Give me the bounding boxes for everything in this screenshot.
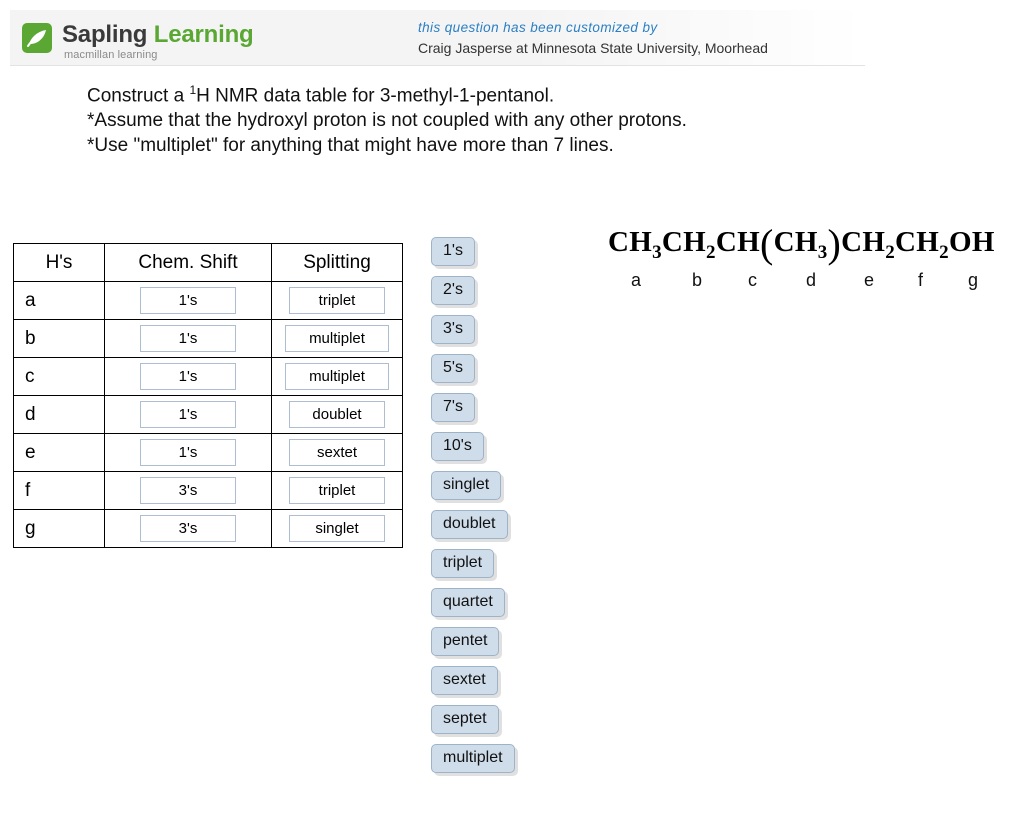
token-septet[interactable]: septet: [431, 705, 499, 734]
placed-token-shift-f[interactable]: 3's: [140, 477, 236, 504]
row-label-c: c: [14, 358, 105, 396]
table-row: [14, 320, 403, 358]
token-palette: [431, 237, 515, 783]
formula-group-5: $CH_2$: [841, 226, 896, 263]
question-prompt: [87, 78, 687, 158]
row-label-f: f: [14, 472, 105, 510]
app-header: [10, 10, 865, 66]
table-row: [14, 282, 403, 320]
prompt-line-1-post: H NMR data table for 3-methyl-1-pentanol.: [196, 85, 555, 107]
formula-group-7: OH: [948, 226, 995, 258]
placed-token-shift-e[interactable]: 1's: [140, 439, 236, 466]
brand-subtitle: macmillan learning: [64, 49, 158, 61]
prompt-line-1-pre: Construct a: [87, 85, 190, 107]
placed-token-splitting-g[interactable]: singlet: [289, 515, 385, 542]
token-7s[interactable]: 7's: [431, 393, 475, 422]
palette-row: [431, 315, 515, 354]
formula-group-4: $CH_3$: [773, 226, 828, 263]
shift-dropzone-d[interactable]: [105, 396, 272, 434]
column-header-hs: H's: [14, 244, 105, 282]
palette-row: [431, 744, 515, 783]
palette-row: [431, 588, 515, 627]
token-doublet[interactable]: doublet: [431, 510, 508, 539]
palette-row: [431, 432, 515, 471]
prompt-line-2: *Assume that the hydroxyl proton is not coupled with any other protons.: [87, 110, 687, 132]
palette-row: [431, 705, 515, 744]
sapling-leaf-icon: [22, 23, 52, 53]
placed-token-shift-b[interactable]: 1's: [140, 325, 236, 352]
placed-token-splitting-d[interactable]: doublet: [289, 401, 385, 428]
proton-label-e: e: [864, 269, 875, 290]
molecule-structure: [608, 221, 995, 296]
table-row: [14, 358, 403, 396]
placed-token-splitting-c[interactable]: multiplet: [285, 363, 389, 390]
formula-group-6: $CH_2$: [895, 226, 949, 263]
shift-dropzone-a[interactable]: [105, 282, 272, 320]
splitting-dropzone-d[interactable]: [272, 396, 403, 434]
table-row: [14, 396, 403, 434]
shift-dropzone-b[interactable]: [105, 320, 272, 358]
formula-group-3: CH: [715, 226, 760, 258]
splitting-dropzone-g[interactable]: [272, 510, 403, 548]
placed-token-splitting-a[interactable]: triplet: [289, 287, 385, 314]
customized-by-note: this question has been customized by: [418, 20, 658, 35]
splitting-dropzone-e[interactable]: [272, 434, 403, 472]
palette-row: [431, 549, 515, 588]
token-2s[interactable]: 2's: [431, 276, 475, 305]
token-5s[interactable]: 5's: [431, 354, 475, 383]
row-label-e: e: [14, 434, 105, 472]
palette-row: [431, 471, 515, 510]
formula-group-1: $CH_3$: [608, 226, 662, 263]
table-row: [14, 510, 403, 548]
column-header-splitting: Splitting: [272, 244, 403, 282]
splitting-dropzone-f[interactable]: [272, 472, 403, 510]
proton-label-d: d: [806, 269, 817, 290]
placed-token-shift-g[interactable]: 3's: [140, 515, 236, 542]
row-label-g: g: [14, 510, 105, 548]
formula-group-2: $CH_2$: [661, 226, 716, 263]
token-singlet[interactable]: singlet: [431, 471, 501, 500]
proton-label-g: g: [968, 269, 979, 290]
shift-dropzone-c[interactable]: [105, 358, 272, 396]
formula-paren-open: (: [759, 221, 774, 266]
prompt-line-3: *Use "multiplet" for anything that might have more than 7 lines.: [87, 135, 614, 157]
prompt-line-1: [87, 78, 687, 108]
token-1s[interactable]: 1's: [431, 237, 475, 266]
proton-label-b: b: [692, 269, 703, 290]
prompt-superscript: 1: [189, 83, 197, 97]
token-3s[interactable]: 3's: [431, 315, 475, 344]
brand-primary: Sapling: [62, 21, 148, 48]
proton-label-a: a: [631, 269, 642, 290]
row-label-a: a: [14, 282, 105, 320]
placed-token-splitting-e[interactable]: sextet: [289, 439, 385, 466]
splitting-dropzone-b[interactable]: [272, 320, 403, 358]
placed-token-shift-a[interactable]: 1's: [140, 287, 236, 314]
row-label-d: d: [14, 396, 105, 434]
token-quartet[interactable]: quartet: [431, 588, 505, 617]
palette-row: [431, 276, 515, 315]
table-row: [14, 434, 403, 472]
palette-row: [431, 354, 515, 393]
nmr-data-table: [13, 243, 403, 548]
formula-paren-close: ): [827, 221, 842, 266]
table-row: [14, 472, 403, 510]
token-10s[interactable]: 10's: [431, 432, 484, 461]
splitting-dropzone-a[interactable]: [272, 282, 403, 320]
condensed-formula: [608, 221, 995, 270]
placed-token-splitting-b[interactable]: multiplet: [285, 325, 389, 352]
palette-row: [431, 237, 515, 276]
placed-token-splitting-f[interactable]: triplet: [289, 477, 385, 504]
token-triplet[interactable]: triplet: [431, 549, 494, 578]
token-pentet[interactable]: pentet: [431, 627, 499, 656]
shift-dropzone-e[interactable]: [105, 434, 272, 472]
placed-token-shift-d[interactable]: 1's: [140, 401, 236, 428]
palette-row: [431, 627, 515, 666]
palette-row: [431, 393, 515, 432]
proton-labels: [608, 270, 995, 296]
proton-label-c: c: [748, 269, 757, 290]
row-label-b: b: [14, 320, 105, 358]
brand-title: [62, 21, 254, 49]
column-header-chem-shift: Chem. Shift: [105, 244, 272, 282]
palette-row: [431, 510, 515, 549]
palette-row: [431, 666, 515, 705]
table-header-row: [14, 244, 403, 282]
proton-label-f: f: [918, 269, 924, 290]
customized-by-author: Craig Jasperse at Minnesota State University, Moorhead: [418, 40, 768, 56]
token-multiplet[interactable]: multiplet: [431, 744, 515, 773]
token-sextet[interactable]: sextet: [431, 666, 498, 695]
shift-dropzone-g[interactable]: [105, 510, 272, 548]
splitting-dropzone-c[interactable]: [272, 358, 403, 396]
shift-dropzone-f[interactable]: [105, 472, 272, 510]
brand-secondary: Learning: [153, 21, 254, 48]
placed-token-shift-c[interactable]: 1's: [140, 363, 236, 390]
